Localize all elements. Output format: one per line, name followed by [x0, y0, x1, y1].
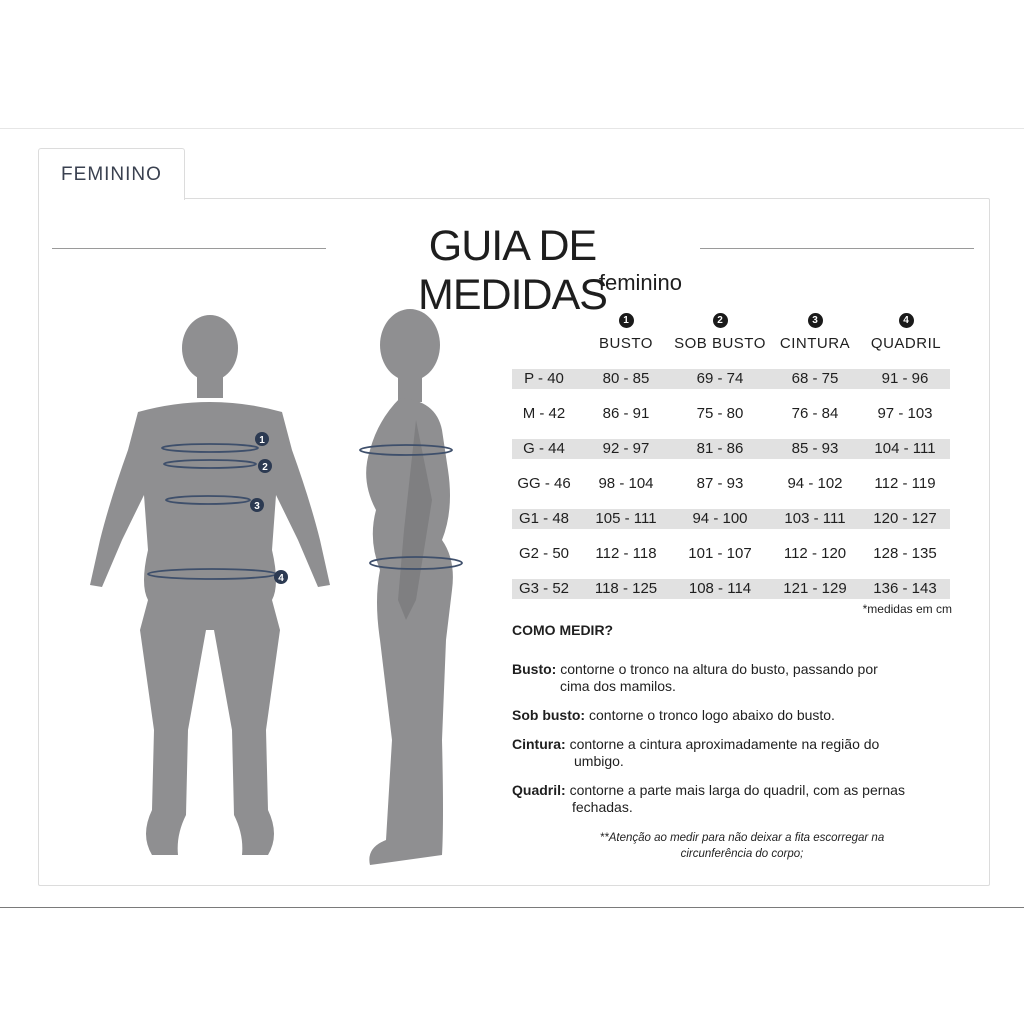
- title-rule-left: [52, 248, 326, 249]
- how-to-item-sob-busto: [512, 707, 972, 724]
- cell-busto: 105 - 111: [595, 510, 657, 527]
- cell-quadril: 120 - 127: [873, 510, 937, 527]
- col-label-cintura: CINTURA: [779, 335, 851, 352]
- col-header-sob-busto: [670, 310, 770, 352]
- col-label-quadril: QUADRIL: [870, 335, 942, 352]
- col-number-3: 3: [808, 313, 823, 328]
- warning-line-2: circunferência do corpo;: [680, 848, 804, 860]
- marker-4-label: 4: [278, 573, 284, 584]
- cell-cintura: 85 - 93: [791, 440, 839, 457]
- cell-size: G3 - 52: [518, 580, 570, 597]
- marker-3-label: 3: [254, 501, 260, 512]
- cell-busto: 80 - 85: [602, 370, 650, 387]
- term-cintura: Cintura:: [512, 736, 566, 752]
- how-to-measure: [512, 622, 972, 828]
- marker-2-label: 2: [262, 462, 268, 473]
- cell-cintura: 103 - 111: [784, 510, 846, 527]
- cell-sob-busto: 94 - 100: [692, 510, 748, 527]
- col-header-quadril: [860, 310, 952, 352]
- warning-line-1: **Atenção ao medir para não deixar a fita escorregar na: [599, 832, 885, 844]
- cell-cintura: 121 - 129: [783, 580, 847, 597]
- cell-quadril: 128 - 135: [873, 545, 937, 562]
- cell-size: P - 40: [524, 370, 564, 387]
- cell-busto: 118 - 125: [594, 580, 658, 597]
- text-quadril-cont: fechadas.: [572, 799, 633, 815]
- cell-cintura: 68 - 75: [791, 370, 839, 387]
- cell-size: G1 - 48: [518, 510, 570, 527]
- marker-1-label: 1: [259, 435, 265, 446]
- cell-sob-busto: 75 - 80: [696, 405, 744, 422]
- text-sob-busto: contorne o tronco logo abaixo do busto.: [589, 707, 835, 723]
- body-figures-illustration: [80, 300, 480, 875]
- guide-title: GUIA DE MEDIDAS: [418, 222, 607, 319]
- text-quadril: contorne a parte mais larga do quadril, com as pernas: [569, 782, 905, 798]
- cell-cintura: 94 - 102: [787, 475, 843, 492]
- cell-busto: 112 - 118: [595, 545, 657, 562]
- col-label-sob-busto: SOB BUSTO: [674, 335, 766, 352]
- side-body-figure: [366, 309, 453, 865]
- cell-quadril: 112 - 119: [874, 475, 936, 492]
- how-to-item-busto: [512, 661, 972, 695]
- how-to-item-cintura: [512, 736, 972, 770]
- cell-busto: 86 - 91: [602, 405, 650, 422]
- cell-cintura: 76 - 84: [791, 405, 839, 422]
- how-to-item-quadril: [512, 782, 972, 816]
- cell-size: G2 - 50: [518, 545, 570, 562]
- col-header-busto: [582, 310, 670, 352]
- how-to-heading: COMO MEDIR?: [512, 622, 614, 638]
- cell-quadril: 136 - 143: [873, 580, 937, 597]
- term-sob-busto: Sob busto:: [512, 707, 586, 723]
- col-label-busto: BUSTO: [599, 335, 653, 352]
- tab-feminino[interactable]: [38, 148, 185, 200]
- cell-quadril: 104 - 111: [874, 440, 936, 457]
- front-body-figure: [90, 315, 330, 855]
- table-row: [512, 439, 950, 459]
- cell-sob-busto: 81 - 86: [696, 440, 744, 457]
- col-header-cintura: [770, 310, 860, 352]
- table-row: [512, 369, 950, 389]
- table-row: [512, 579, 950, 599]
- guide-subtitle: feminino: [598, 270, 682, 295]
- text-cintura: contorne a cintura aproximadamente na região do: [569, 736, 880, 752]
- cell-size: GG - 46: [517, 475, 571, 492]
- cell-sob-busto: 87 - 93: [696, 475, 744, 492]
- cell-size: M - 42: [522, 405, 566, 422]
- table-row: [512, 544, 950, 564]
- table-row: [512, 404, 950, 424]
- cell-quadril: 91 - 96: [881, 370, 929, 387]
- term-busto: Busto:: [512, 661, 557, 677]
- table-row: [512, 509, 950, 529]
- cell-quadril: 97 - 103: [877, 405, 933, 422]
- measure-warning: [512, 830, 972, 862]
- term-quadril: Quadril:: [512, 782, 566, 798]
- cell-sob-busto: 108 - 114: [688, 580, 752, 597]
- cell-sob-busto: 101 - 107: [688, 545, 752, 562]
- cell-size: G - 44: [523, 440, 565, 457]
- col-number-2: 2: [713, 313, 728, 328]
- text-busto: contorne o tronco na altura do busto, passando por: [560, 661, 878, 677]
- cell-busto: 98 - 104: [598, 475, 654, 492]
- cell-cintura: 112 - 120: [783, 545, 847, 562]
- text-busto-cont: cima dos mamilos.: [560, 678, 676, 694]
- table-row: [512, 474, 950, 494]
- cell-busto: 92 - 97: [602, 440, 650, 457]
- text-cintura-cont: umbigo.: [574, 753, 624, 769]
- tab-feminino-label: FEMININO: [61, 163, 162, 185]
- col-number-4: 4: [899, 313, 914, 328]
- col-number-1: 1: [619, 313, 634, 328]
- units-note: *medidas em cm: [862, 602, 952, 616]
- title-rule-right: [700, 248, 974, 249]
- cell-sob-busto: 69 - 74: [696, 370, 744, 387]
